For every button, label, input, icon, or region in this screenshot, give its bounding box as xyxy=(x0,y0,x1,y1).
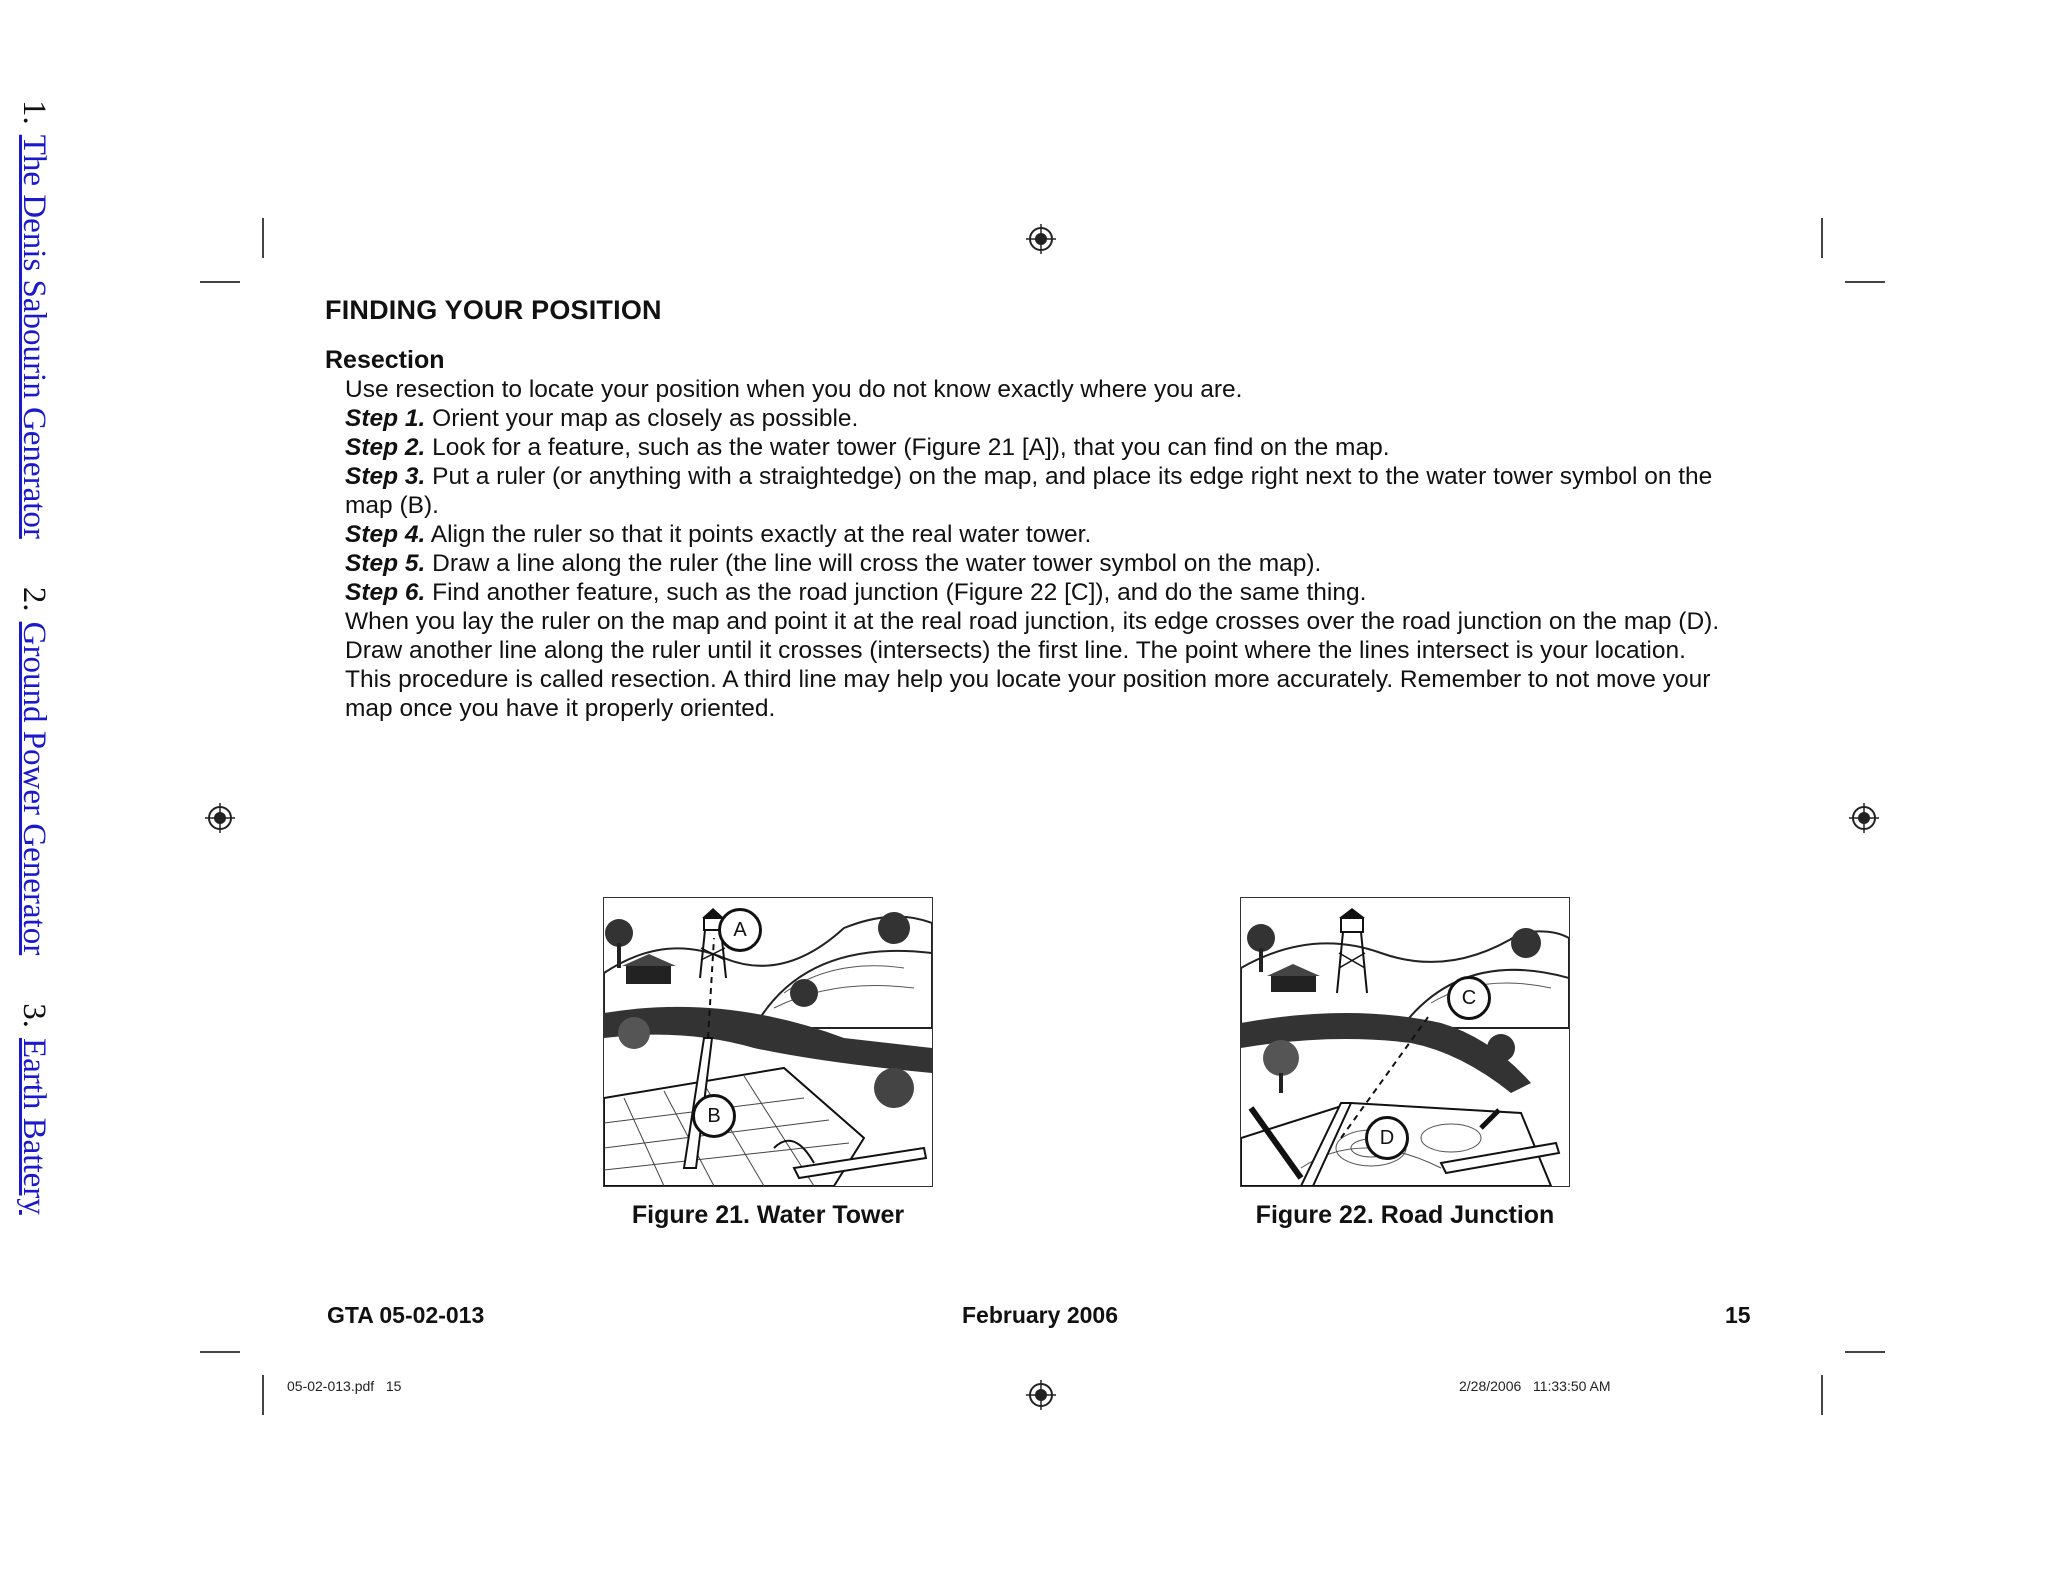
water-tower-scene-icon xyxy=(604,898,932,1186)
crop-mark xyxy=(262,1375,264,1415)
side-navigation xyxy=(15,100,52,1215)
figure-21-caption: Figure 21. Water Tower xyxy=(631,1201,905,1229)
figure-22 xyxy=(1185,897,1625,1230)
footer-date: February 2006 xyxy=(962,1302,1118,1328)
crop-mark xyxy=(1821,1375,1823,1415)
body-text xyxy=(345,375,1735,723)
crop-mark xyxy=(200,1351,240,1353)
registration-mark-icon xyxy=(1026,1380,1056,1410)
figure-22-illustration xyxy=(1240,897,1570,1187)
side-nav-link-3[interactable]: Earth Battery xyxy=(16,1037,52,1215)
footer-page-number: 15 xyxy=(1725,1302,1751,1328)
side-nav-item-3[interactable]: 3.Earth Battery xyxy=(16,1003,52,1215)
step-6: Step 6. Find another feature, such as the road junction (Figure 22 [C]), and do the same thing. xyxy=(345,579,1367,606)
step-2: Step 2. Look for a feature, such as the water tower (Figure 21 [A]), that you can find on the map. xyxy=(345,434,1390,461)
figure-22-caption: Figure 22. Road Junction xyxy=(1255,1201,1555,1229)
step-5: Step 5. Draw a line along the ruler (the line will cross the water tower symbol on the map). xyxy=(345,550,1322,577)
page-content xyxy=(325,295,1735,723)
registration-mark-icon xyxy=(205,803,235,833)
figure-21 xyxy=(548,897,988,1230)
side-nav-link-1[interactable]: The Denis Sabourin Generator xyxy=(16,134,52,539)
step-1: Step 1. Orient your map as closely as possible. xyxy=(345,405,859,432)
step-3: Step 3. Put a ruler (or anything with a straightedge) on the map, and place its edge right next to the water tower symbol on the map (B). xyxy=(345,463,1713,519)
registration-mark-icon xyxy=(1026,224,1056,254)
figure-21-illustration xyxy=(603,897,933,1187)
side-nav-link-2[interactable]: Ground Power Generator xyxy=(16,621,52,956)
marker-a: A xyxy=(718,908,762,952)
slug-file-info: 05-02-013.pdf 15 xyxy=(287,1378,402,1394)
step-4: Step 4. Align the ruler so that it points exactly at the real water tower. xyxy=(345,521,1092,548)
slug-timestamp: 2/28/2006 11:33:50 AM xyxy=(1459,1378,1611,1394)
crop-mark xyxy=(262,218,264,258)
crop-mark xyxy=(1845,281,1885,283)
intro-paragraph: Use resection to locate your position when you do not know exactly where you are. xyxy=(345,376,1243,403)
registration-mark-icon xyxy=(1849,803,1879,833)
crop-mark xyxy=(1821,218,1823,258)
closing-paragraph: When you lay the ruler on the map and point it at the real road junction, its edge crosses over the road junction on the map (D). Draw another line along the ruler until it crosses (intersects) the first line. The point where the lines intersect is your location. This procedure is called resection. A third line may help you locate your position more accurately. Remember to not move your map once you have it properly oriented. xyxy=(345,608,1720,722)
side-nav-item-2[interactable]: 2.Ground Power Generator xyxy=(16,586,52,956)
crop-mark xyxy=(1845,1351,1885,1353)
crop-mark xyxy=(200,281,240,283)
marker-d: D xyxy=(1365,1116,1409,1160)
side-nav-item-1[interactable]: 1.The Denis Sabourin Generator xyxy=(16,100,52,539)
marker-b: B xyxy=(692,1094,736,1138)
footer-document-id: GTA 05-02-013 xyxy=(327,1302,485,1328)
marker-c: C xyxy=(1447,976,1491,1020)
section-heading: Resection xyxy=(325,346,445,374)
page-title: FINDING YOUR POSITION xyxy=(325,295,662,325)
